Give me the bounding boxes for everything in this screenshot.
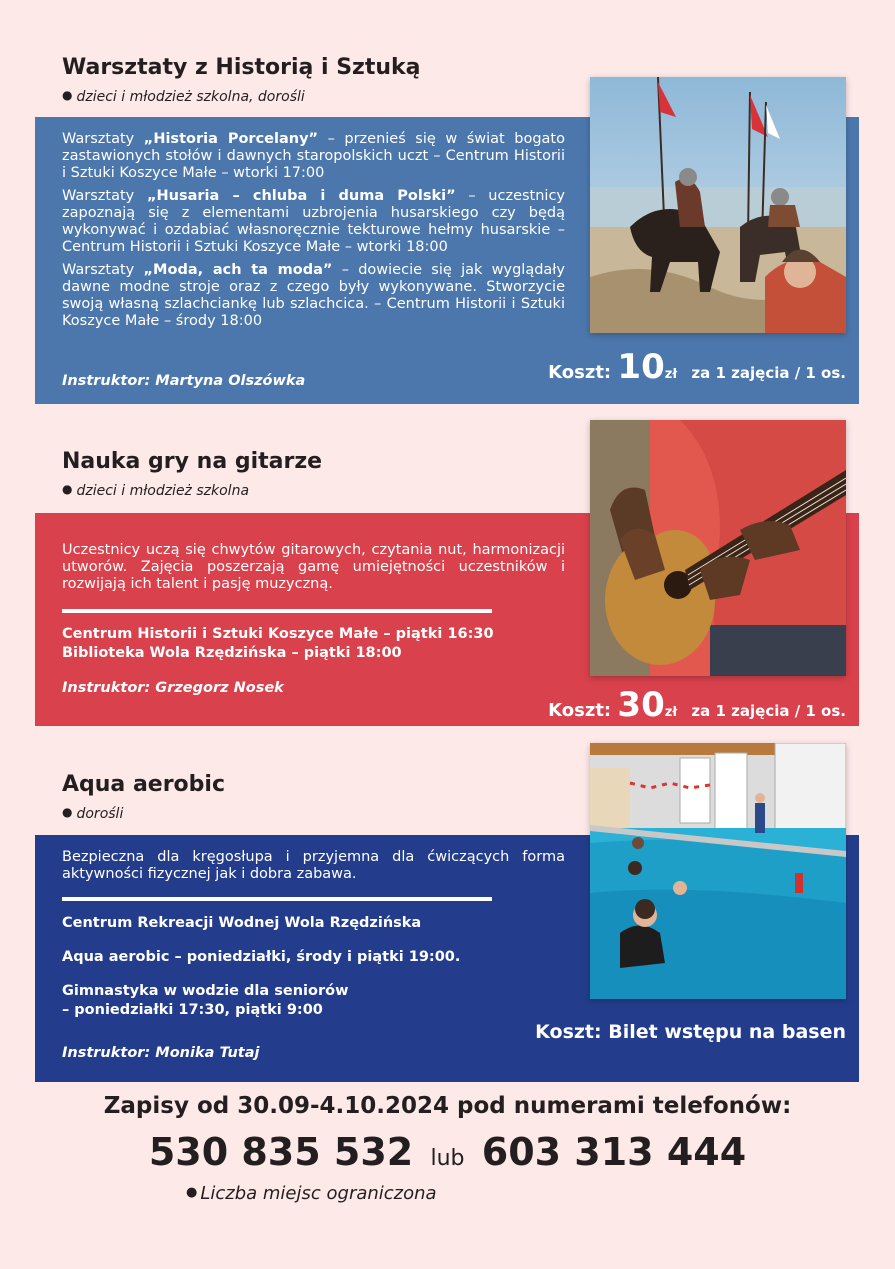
section-audience-aqua [62, 805, 123, 822]
schedule-line: Aqua aerobic – poniedziałki, środy i piątki 19:00. [62, 949, 461, 965]
cost-amount: 10 [617, 347, 665, 387]
section-audience-history [62, 88, 305, 105]
workshop-item: Warsztaty „Moda, ach ta moda” – dowiecie się jak wyglądały dawne modne stroje oraz z czego były wykonywane. Stworzycie swoją własną szlachciankę lub szlachcica. – Centrum Historii i Sztuki Koszyce Małe – środy 18:00 [62, 262, 565, 329]
phone-numbers [0, 1130, 895, 1174]
phone-number-1[interactable]: 530 835 532 [148, 1130, 414, 1174]
cost-guitar [548, 685, 846, 725]
instructor-aqua: Instruktor: Monika Tutaj [62, 1045, 260, 1061]
cost-currency: zł [664, 367, 678, 382]
schedule-line: Gimnastyka w wodzie dla seniorów [62, 983, 349, 999]
cost-aqua: Koszt: Bilet wstępu na basen [535, 1021, 846, 1043]
description-text: Uczestnicy uczą się chwytów gitarowych, czytania nut, harmonizacji utworów. Zajęcia poszerzają gamę umiejętności uczestników i rozwijają ich talent i pasję muzyczną. [62, 542, 565, 592]
section-title-aqua: Aqua aerobic [62, 772, 226, 797]
aqua-description [62, 849, 565, 883]
history-workshops-list [62, 131, 565, 330]
or-separator: lub [430, 1146, 465, 1171]
audience-text: dorośli [76, 806, 124, 822]
schedule-line: Centrum Historii i Sztuki Koszyce Małe – piątki 16:30 [62, 626, 494, 642]
bullet-icon: ● [62, 805, 73, 819]
registration-info: Zapisy od 30.09-4.10.2024 pod numerami telefonów: [103, 1093, 792, 1119]
instructor-guitar: Instruktor: Grzegorz Nosek [62, 680, 284, 696]
schedule-line: Biblioteka Wola Rzędzińska – piątki 18:00 [62, 645, 402, 661]
section-audience-guitar [62, 482, 249, 499]
guitar-player-photo [590, 420, 846, 676]
cost-per: za 1 zajęcia / 1 os. [691, 702, 846, 720]
workshop-item: Warsztaty „Historia Porcelany” – przenieś się w świat bogato zastawionych stołów i dawnych staropolskich uczt – Centrum Historii i Sztuki Koszyce Małe – wtorki 17:00 [62, 131, 565, 181]
workshop-item: Warsztaty „Husaria – chluba i duma Polski” – uczestnicy zapoznają się z elementami uzbrojenia husarskiego czy będą wykonywać i ozdabiać własnoręcznie tekturowe hełmy husarskie – Centrum Historii i Sztuki Koszyce Małe – wtorki 18:00 [62, 188, 565, 255]
guitar-schedule [62, 625, 494, 663]
cost-amount: 30 [617, 685, 665, 725]
bullet-icon: ● [62, 88, 73, 102]
limited-places-note [186, 1183, 437, 1204]
section-title-guitar: Nauka gry na gitarze [62, 449, 323, 474]
bullet-icon: ● [62, 482, 73, 496]
cost-history [548, 347, 846, 387]
swimming-pool-photo [590, 743, 846, 999]
note-text: Liczba miejsc ograniczona [200, 1183, 437, 1204]
phone-number-2[interactable]: 603 313 444 [481, 1130, 747, 1174]
cost-label: Koszt: [548, 700, 612, 721]
cost-per: za 1 zajęcia / 1 os. [691, 364, 846, 382]
divider [62, 897, 492, 901]
section-title-history: Warsztaty z Historią i Sztuką [62, 55, 421, 80]
audience-text: dzieci i młodzież szkolna [76, 483, 250, 499]
cost-label: Koszt: [548, 362, 612, 383]
aqua-schedule [62, 914, 460, 1020]
audience-text: dzieci i młodzież szkolna, dorośli [76, 89, 305, 105]
guitar-description [62, 542, 565, 593]
bullet-icon: ● [186, 1185, 198, 1200]
instructor-history: Instruktor: Martyna Olszówka [62, 373, 306, 389]
divider [62, 609, 492, 613]
venue-line: Centrum Rekreacji Wodnej Wola Rzędzińska [62, 915, 422, 931]
cost-currency: zł [664, 705, 678, 720]
schedule-line: – poniedziałki 17:30, piątki 9:00 [62, 1002, 323, 1018]
hussar-cavalry-photo [590, 77, 846, 333]
description-text: Bezpieczna dla kręgosłupa i przyjemna dla ćwiczących forma aktywności fizycznej jak i dobra zabawa. [62, 849, 565, 882]
